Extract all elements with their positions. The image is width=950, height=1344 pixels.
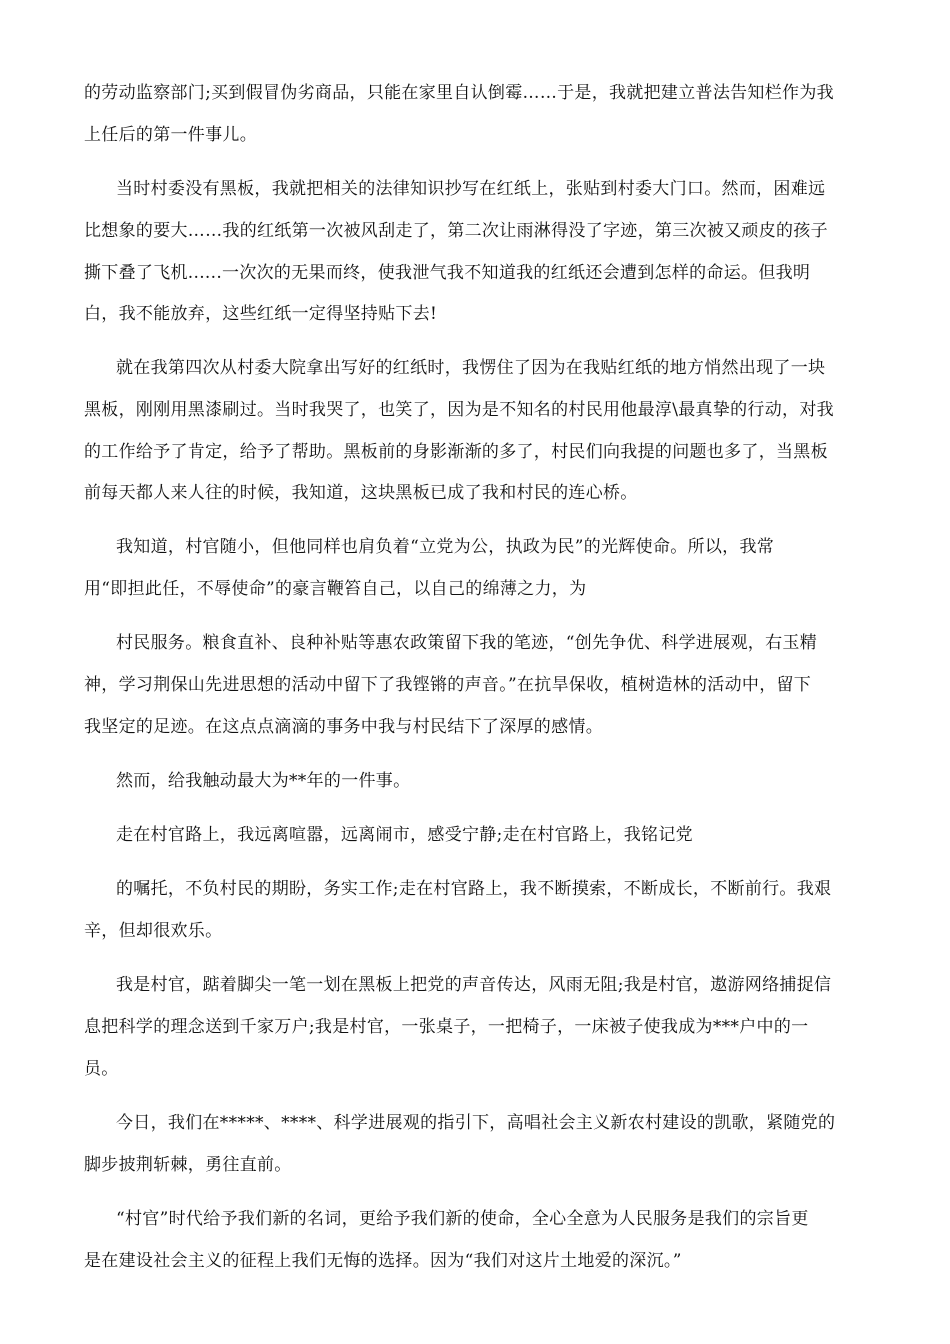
text-line: 然而，给我触动最大为**年的一件事。 [116,771,411,791]
text-line: 今日，我们在*****、****、科学进展观的指引下，高唱社会主义新农村建设的凯歌，紧随党的 [116,1113,836,1133]
text-line: 脚步披荆斩棘，勇往直前。 [84,1155,292,1175]
text-line: 黑板，刚刚用黑漆刷过。当时我哭了，也笑了，因为是不知名的村民用他最淳\最真挚的行动，对我 [84,400,834,420]
text-line: 当时村委没有黑板，我就把相关的法律知识抄写在红纸上，张贴到村委大门口。然而，困难远 [116,179,826,199]
text-line: 上任后的第一件事儿。 [84,125,257,145]
text-line: 我知道，村官随小，但他同样也肩负着“立党为公，执政为民”的光辉使命。所以，我常 [116,537,775,557]
text-line: 走在村官路上，我远离喧嚣，远离闹市，感受宁静;走在村官路上，我铭记党 [116,825,693,845]
text-line: 是在建设社会主义的征程上我们无悔的选择。因为“我们对这片土地爱的深沉。” [84,1251,682,1271]
text-line: 前每天都人来人往的时候，我知道，这块黑板已成了我和村民的连心桥。 [84,483,638,503]
text-line: “村官”时代给予我们新的名词，更给予我们新的使命，全心全意为人民服务是我们的宗旨更 [116,1209,809,1229]
text-line: 的劳动监察部门;买到假冒伪劣商品，只能在家里自认倒霉……于是，我就把建立普法告知栏作为我 [84,83,834,103]
text-line: 辛，但却很欢乐。 [84,921,223,941]
text-line: 的工作给予了肯定，给予了帮助。黑板前的身影渐渐的多了，村民们向我提的问题也多了，当黑板 [84,442,828,462]
text-line: 村民服务。粮食直补、良种补贴等惠农政策留下我的笔迹，“创先争优、科学进展观，右玉精 [116,633,817,653]
text-line: 我坚定的足迹。在这点点滴滴的事务中我与村民结下了深厚的感情。 [84,717,603,737]
text-line: 比想象的要大……我的红纸第一次被风刮走了，第二次让雨淋得没了字迹，第三次被又顽皮的孩子 [84,221,828,241]
text-line: 撕下叠了飞机......一次次的无果而终，使我泄气我不知道我的红纸还会遭到怎样的命运。但我明 [84,263,811,283]
text-line: 就在我第四次从村委大院拿出写好的红纸时，我愣住了因为在我贴红纸的地方悄然出现了一块 [116,358,826,378]
text-line: 息把科学的理念送到千家万户;我是村官，一张桌子，一把椅子，一床被子使我成为***户中的一 [84,1017,809,1037]
text-line: 员。 [84,1059,119,1079]
text-line: 神，学习荆保山先进思想的活动中留下了我铿锵的声音。”在抗旱保收，植树造林的活动中，留下 [84,675,812,695]
text-line: 的嘱托，不负村民的期盼，务实工作;走在村官路上，我不断摸索，不断成长，不断前行。我艰 [116,879,832,899]
text-line: 白，我不能放弃，这些红纸一定得坚持贴下去! [84,304,438,324]
text-line: 用“即担此任，不辱使命”的豪言鞭笞自己，以自己的绵薄之力，为 [84,579,587,599]
text-line: 我是村官，踮着脚尖一笔一划在黑板上把党的声音传达，风雨无阻;我是村官，遨游网络捕捉信 [116,975,832,995]
